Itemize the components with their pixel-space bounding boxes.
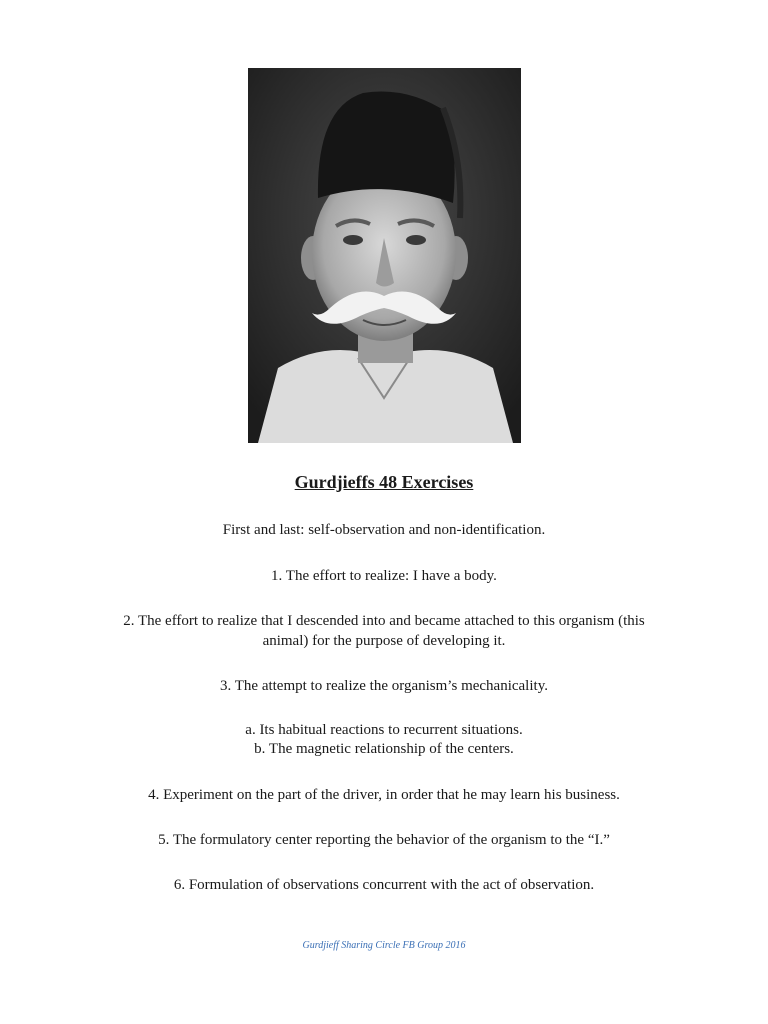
exercise-2-line-1: 2. The effort to realize that I descended into and became attached to this organism (this [123, 613, 645, 629]
exercise-3b: b. The magnetic relationship of the centers. [254, 741, 514, 757]
exercise-2-line-2: animal) for the purpose of developing it. [262, 633, 506, 649]
exercise-6: 6. Formulation of observations concurrent with the act of observation. [173, 877, 595, 893]
exercise-3a: a. Its habitual reactions to recurrent situations. [245, 722, 523, 738]
exercise-1: 1. The effort to realize: I have a body. [271, 568, 497, 584]
intro-text: First and last: self-observation and non-identification. [222, 522, 546, 538]
exercise-3: 3. The attempt to realize the organism’s mechanicality. [220, 678, 548, 694]
portrait-photo [248, 68, 521, 443]
portrait-icon [248, 68, 521, 443]
footer-credit: Gurdjieff Sharing Circle FB Group 2016 [302, 940, 466, 951]
exercise-5: 5. The formulatory center reporting the behavior of the organism to the “I.” [158, 832, 610, 848]
exercise-4: 4. Experiment on the part of the driver, in order that he may learn his business. [148, 787, 620, 803]
page-title: Gurdjieffs 48 Exercises [294, 472, 474, 492]
